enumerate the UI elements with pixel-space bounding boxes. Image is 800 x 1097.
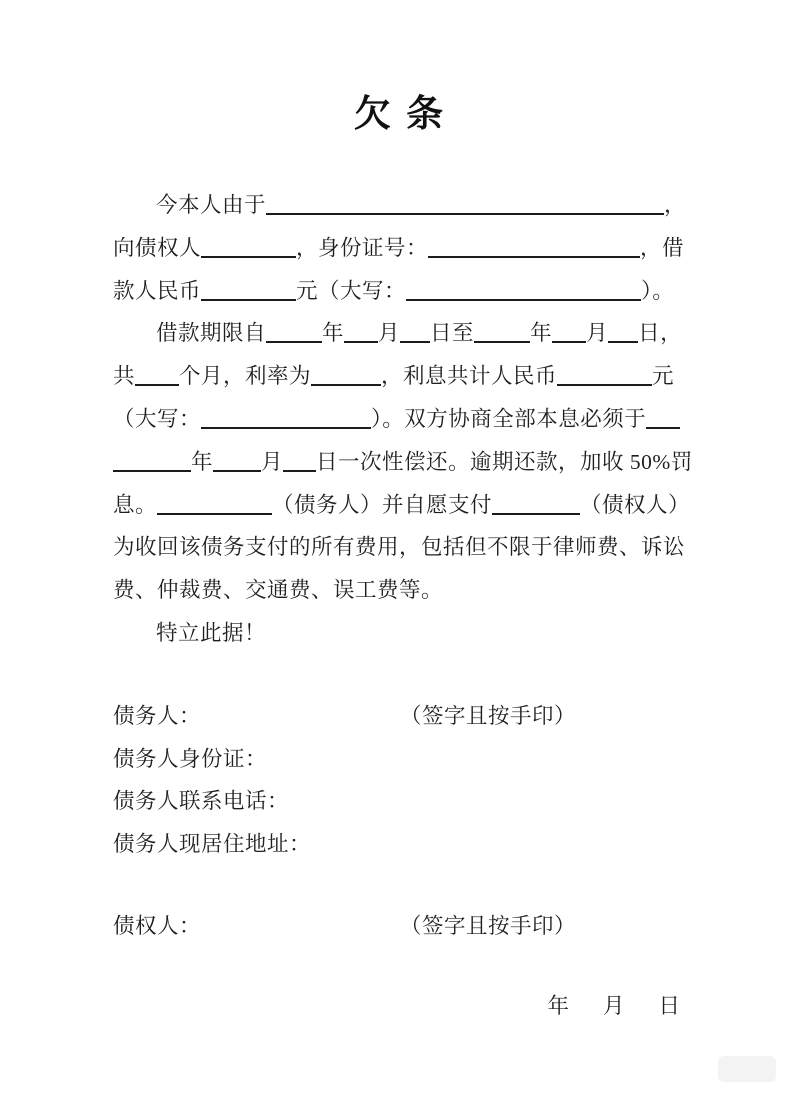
body-line — [113, 184, 687, 227]
text-segment: 共 — [113, 364, 136, 389]
date-year-label: 年 — [547, 993, 569, 1018]
text-segment: ，借 — [640, 235, 685, 260]
blank-field — [406, 299, 641, 301]
blank-field — [474, 341, 530, 343]
text-segment: 月 — [378, 321, 401, 346]
text-segment: （债权人） — [580, 492, 691, 517]
blank-field — [135, 384, 179, 386]
body-line — [113, 227, 687, 270]
date-day-label: 日 — [658, 993, 680, 1018]
watermark-smudge — [718, 1056, 776, 1082]
text-segment: 年 — [530, 321, 553, 346]
debtor-phone-label: 债务人联系电话： — [113, 789, 290, 814]
text-segment: ，利息共计人民币 — [381, 364, 558, 389]
blank-field — [608, 341, 638, 343]
creditor-label: 债权人： — [113, 913, 202, 938]
blank-field — [213, 470, 261, 472]
body-line — [113, 484, 691, 527]
blank-field — [266, 213, 664, 215]
blank-field — [646, 427, 680, 429]
text-segment: 向债权人 — [113, 235, 202, 260]
text-segment: （大写： — [113, 406, 202, 431]
body-line — [113, 526, 687, 569]
text-segment: 日一次性偿还。逾期还款，加收 50%罚 — [316, 449, 693, 474]
body-line — [113, 441, 693, 484]
debtor-signature-block — [113, 695, 687, 866]
body-line — [113, 612, 687, 655]
blank-field — [201, 256, 296, 258]
body-line — [113, 355, 687, 398]
text-segment: 日至 — [430, 321, 475, 346]
blank-field — [266, 341, 322, 343]
blank-field — [400, 341, 430, 343]
debtor-id-label: 债务人身份证： — [113, 746, 268, 771]
body-line — [113, 270, 687, 313]
text-segment: 月 — [261, 449, 284, 474]
date-line — [113, 985, 687, 1028]
blank-field — [157, 513, 272, 515]
text-segment: ）。 — [641, 278, 675, 303]
text-segment: 为收回该债务支付的所有费用，包括但不限于律师费、诉讼 — [113, 535, 686, 560]
body-line — [113, 569, 687, 612]
blank-field — [201, 299, 296, 301]
body-line — [113, 312, 687, 355]
date-month-label: 月 — [602, 993, 625, 1018]
text-segment: 今本人由于 — [156, 193, 267, 217]
text-segment: 月 — [586, 321, 609, 346]
text-segment: 元（大写： — [296, 278, 407, 303]
blank-field — [552, 341, 586, 343]
text-segment: ， — [664, 193, 687, 217]
blank-field — [283, 470, 316, 472]
debtor-sign-note: （签字且按手印） — [400, 703, 577, 728]
blank-field — [201, 427, 371, 429]
debtor-label: 债务人： — [113, 703, 202, 728]
text-segment: 日， — [638, 321, 683, 346]
blank-field — [113, 470, 191, 472]
text-segment: 特立此据！ — [156, 620, 267, 645]
debtor-address-label: 债务人现居住地址： — [113, 832, 312, 857]
text-segment: ，身份证号： — [296, 235, 429, 260]
debtor-row — [113, 695, 687, 738]
text-segment: 息。 — [113, 492, 158, 517]
creditor-row — [113, 905, 687, 948]
debtor-address-row — [113, 823, 687, 866]
blank-field — [311, 384, 381, 386]
document-content — [113, 184, 693, 1028]
text-segment: （债务人）并自愿支付 — [272, 492, 493, 517]
text-segment: 借款期限自 — [156, 321, 267, 346]
body-line — [113, 398, 687, 441]
creditor-sign-note: （签字且按手印） — [400, 913, 577, 938]
blank-field — [492, 513, 580, 515]
blank-field — [344, 341, 378, 343]
text-segment: 年 — [191, 449, 214, 474]
text-segment: 元 — [652, 364, 675, 389]
creditor-signature-block — [113, 905, 687, 948]
debtor-id-row — [113, 738, 687, 781]
text-segment: 个月，利率为 — [179, 364, 312, 389]
document-title: 欠 条 — [353, 94, 447, 135]
text-segment: 费、仲裁费、交通费、误工费等。 — [113, 578, 444, 603]
document-body — [113, 184, 693, 655]
debtor-phone-row — [113, 780, 687, 823]
blank-field — [557, 384, 652, 386]
blank-field — [428, 256, 640, 258]
text-segment: 年 — [322, 321, 345, 346]
text-segment: ）。双方协商全部本息必须于 — [371, 406, 647, 431]
text-segment: 款人民币 — [113, 278, 202, 303]
